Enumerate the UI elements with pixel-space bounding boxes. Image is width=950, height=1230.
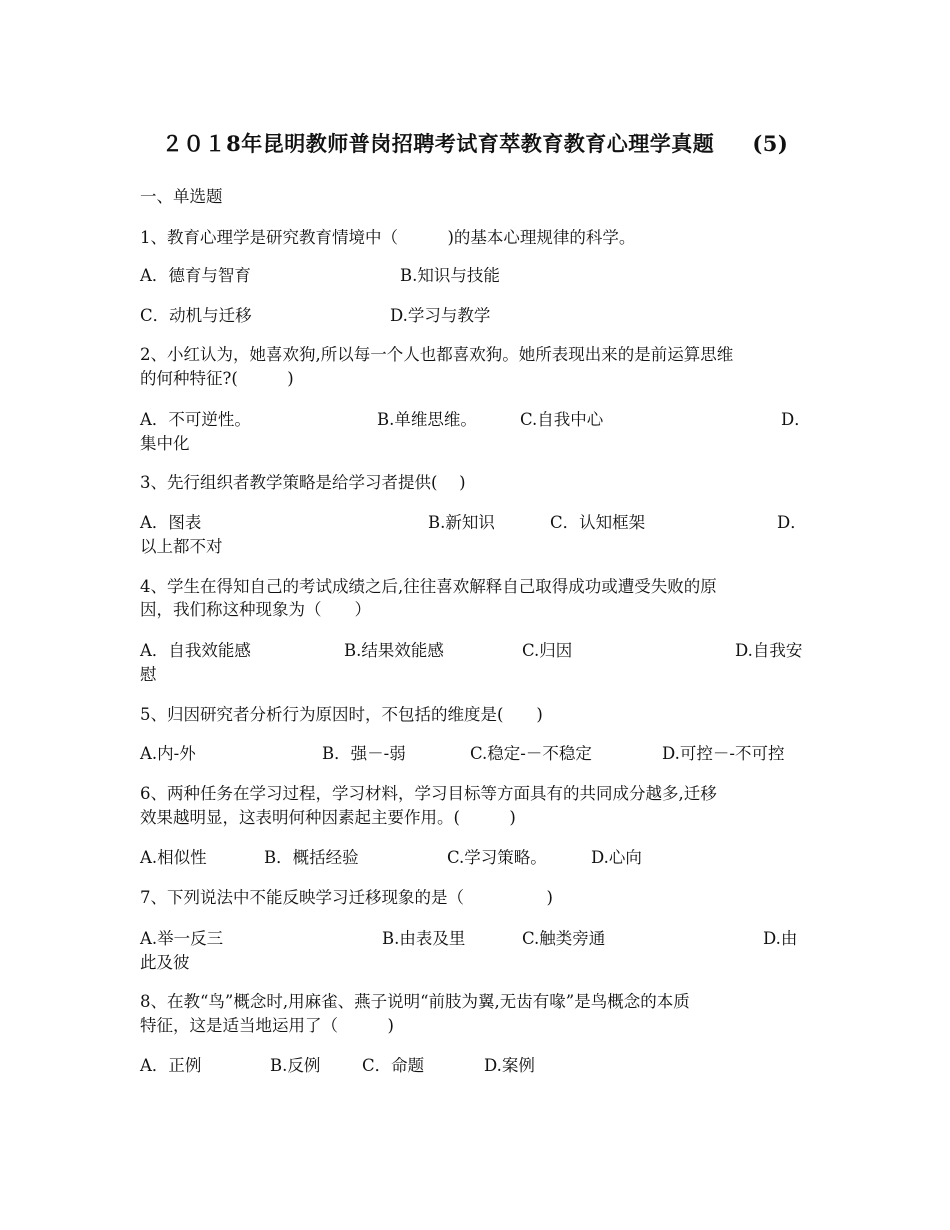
question-8-stem-line-2: 特征，这是适当地运用了（ ) <box>140 1016 394 1035</box>
question-7-option-d: D.由 <box>763 929 798 948</box>
question-2-option-a: A．不可逆性。 <box>140 410 251 429</box>
question-2-option-c: C.自我中心 <box>520 410 604 429</box>
question-6-option-d: D.心向 <box>591 848 642 867</box>
question-1-option-c: C．动机与迁移 <box>140 306 252 325</box>
question-2-stem-line-2: 的何种特征?( ) <box>140 369 294 388</box>
page-title: ２０１8年昆明教师普岗招聘考试育萃教育教育心理学真题 (5) <box>161 131 789 156</box>
question-2-option-d-cont: 集中化 <box>140 434 190 453</box>
question-8-stem-line-1: 8、在教“鸟”概念时,用麻雀、燕子说明“前肢为翼,无齿有喙”是鸟概念的本质 <box>140 992 690 1011</box>
question-7-stem: 7、下列说法中不能反映学习迁移现象的是（ ) <box>140 888 553 907</box>
question-3-option-c: C．认知框架 <box>550 513 646 532</box>
question-6-option-b: B．概括经验 <box>264 848 359 867</box>
question-2-stem-line-1: 2、小红认为，她喜欢狗,所以每一个人也都喜欢狗。她所表现出来的是前运算思维 <box>140 345 734 364</box>
question-5-option-a: A.内-外 <box>140 744 196 763</box>
question-1-stem: 1、教育心理学是研究教育情境中（ )的基本心理规律的科学。 <box>140 228 636 247</box>
question-1-option-a: A．德育与智育 <box>140 266 251 285</box>
question-8-option-d: D.案例 <box>484 1056 535 1075</box>
question-3-option-b: B.新知识 <box>428 513 495 532</box>
question-5-stem: 5、归因研究者分析行为原因时，不包括的维度是( ) <box>140 705 543 724</box>
question-4-option-b: B.结果效能感 <box>344 641 444 660</box>
question-6-option-c: C.学习策略。 <box>447 848 547 867</box>
question-4-option-a: A．自我效能感 <box>140 641 251 660</box>
question-3-option-d-cont: 以上都不对 <box>140 537 223 556</box>
question-6-option-a: A.相似性 <box>140 848 207 867</box>
question-5-option-b: B．强－-弱 <box>322 744 406 763</box>
title-number: (5) <box>752 131 789 156</box>
question-7-option-a: A.举一反三 <box>140 929 224 948</box>
question-3-stem: 3、先行组织者教学策略是给学习者提供( ) <box>140 473 466 492</box>
question-2-option-d: D． <box>781 410 811 429</box>
question-4-stem-line-1: 4、学生在得知自己的考试成绩之后,往往喜欢解释自己取得成功或遭受失败的原 <box>140 577 717 596</box>
section-heading: 一、单选题 <box>140 187 223 206</box>
question-1-option-d: D.学习与教学 <box>390 306 491 325</box>
question-7-option-d-cont: 此及彼 <box>140 953 190 972</box>
question-7-option-c: C.触类旁通 <box>522 929 606 948</box>
question-1-option-b: B.知识与技能 <box>400 266 500 285</box>
question-3-option-a: A．图表 <box>140 513 202 532</box>
question-5-option-c: C.稳定-－不稳定 <box>470 744 592 763</box>
question-6-stem-line-2: 效果越明显，这表明何种因素起主要作用。( ) <box>140 808 516 827</box>
question-6-stem-line-1: 6、两种任务在学习过程，学习材料，学习目标等方面具有的共同成分越多,迁移 <box>140 784 717 803</box>
question-4-stem-line-2: 因，我们称这种现象为（ ） <box>140 600 371 619</box>
question-8-option-c: C．命题 <box>362 1056 425 1075</box>
question-7-option-b: B.由表及里 <box>382 929 466 948</box>
question-4-option-c: C.归因 <box>522 641 573 660</box>
question-8-option-a: A．正例 <box>140 1056 202 1075</box>
question-3-option-d: D． <box>777 513 807 532</box>
question-5-option-d: D.可控－-不可控 <box>662 744 785 763</box>
question-8-option-b: B.反例 <box>270 1056 321 1075</box>
question-2-option-b: B.单维思维。 <box>377 410 477 429</box>
question-4-option-d-cont: 慰 <box>140 665 157 684</box>
question-4-option-d: D.自我安 <box>735 641 803 660</box>
